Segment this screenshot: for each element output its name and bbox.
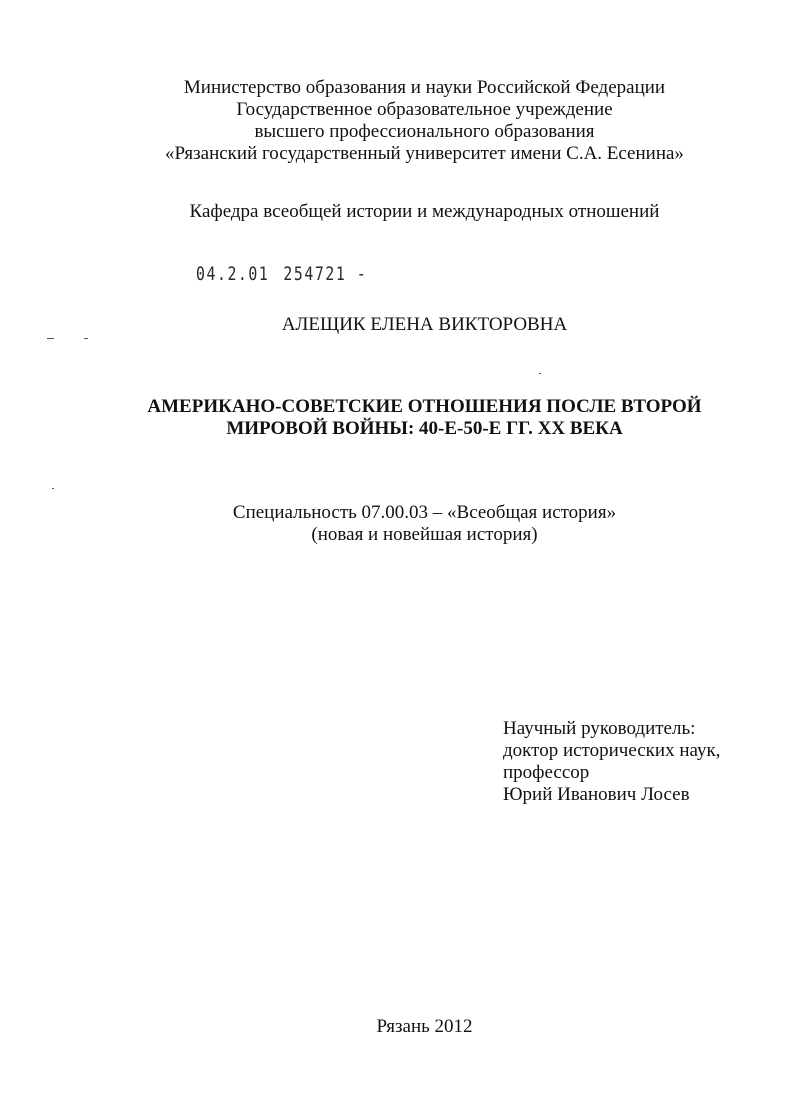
scan-speck xyxy=(539,373,541,374)
ministry-line: Министерство образования и науки Российской Федерации xyxy=(183,77,666,98)
stamp-number: 254721 - xyxy=(283,263,368,285)
department-line: Кафедра всеобщей истории и международных отношений xyxy=(189,201,660,222)
specialty-subline: (новая и новейшая история) xyxy=(311,524,538,545)
thesis-title-line-1: АМЕРИКАНО-СОВЕТСКИЕ ОТНОШЕНИЯ ПОСЛЕ ВТОРОЙ xyxy=(147,396,702,417)
stamp-date: 04.2.01 xyxy=(196,263,270,285)
thesis-title-line-2: МИРОВОЙ ВОЙНЫ: 40-Е-50-Е ГГ. XX ВЕКА xyxy=(226,418,623,439)
scan-speck xyxy=(52,488,54,489)
university-line: «Рязанский государственный университет имени С.А. Есенина» xyxy=(165,143,684,164)
scan-speck xyxy=(47,338,54,339)
supervisor-name: Юрий Иванович Лосев xyxy=(503,784,690,805)
supervisor-label: Научный руководитель: xyxy=(503,718,696,739)
supervisor-degree: доктор исторических наук, xyxy=(503,740,721,761)
author-name: АЛЕЩИК ЕЛЕНА ВИКТОРОВНА xyxy=(281,314,568,335)
city-year: Рязань 2012 xyxy=(376,1016,473,1037)
specialty-line: Специальность 07.00.03 – «Всеобщая история» xyxy=(232,502,617,523)
registration-stamp xyxy=(196,263,367,285)
supervisor-rank: профессор xyxy=(503,762,590,783)
scan-speck xyxy=(84,338,88,339)
education-level-line: высшего профессионального образования xyxy=(254,121,595,142)
institution-type-line: Государственное образовательное учреждение xyxy=(236,99,613,120)
